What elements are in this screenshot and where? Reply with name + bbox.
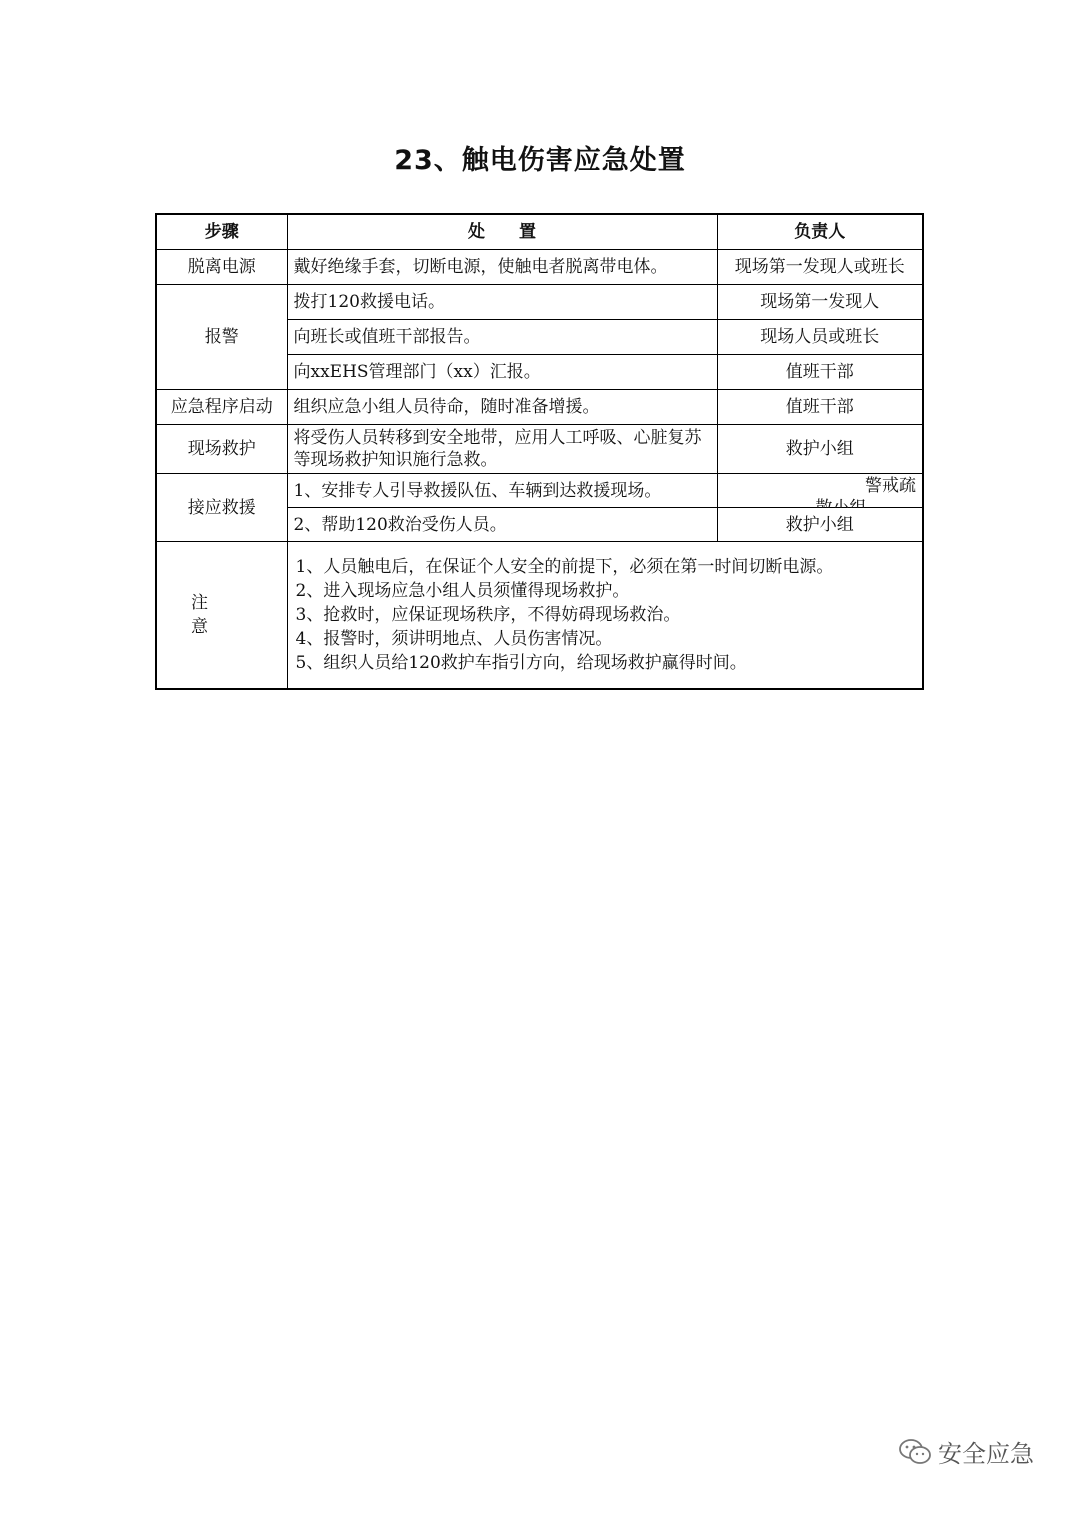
action-cell: 2、帮助120救治受伤人员。: [287, 508, 717, 542]
header-action: 处 置: [287, 214, 717, 250]
watermark-text: 安全应急: [938, 1440, 1034, 1468]
owner-cell: 值班干部: [717, 390, 923, 425]
owner-cell: 现场第一发现人: [717, 285, 923, 320]
owner-cell: 现场第一发现人或班长: [717, 250, 923, 285]
notes-row: [156, 542, 923, 690]
table-row: [156, 250, 923, 285]
step-cell: 脱离电源: [156, 250, 287, 285]
step-cell: 应急程序启动: [156, 390, 287, 425]
note-item: 4、报警时，须讲明地点、人员伤害情况。: [295, 629, 613, 649]
action-cell: 向xxEHS管理部门（xx）汇报。: [287, 355, 717, 390]
wechat-icon: [898, 1437, 932, 1467]
header-step: 步骤: [156, 214, 287, 250]
table-header-row: [156, 214, 923, 250]
table-row: [156, 425, 923, 474]
owner-cell: 现场人员或班长: [717, 320, 923, 355]
owner-cell: [717, 474, 923, 508]
action-cell: 拨打120救援电话。: [287, 285, 717, 320]
owner-text-line1: 警戒疏: [865, 476, 916, 496]
notes-list: [287, 542, 923, 690]
watermark: [898, 1434, 1034, 1469]
note-item: 2、进入现场应急小组人员须懂得现场救护。: [295, 581, 630, 601]
step-cell: 接应救援: [156, 474, 287, 542]
table-row: [156, 285, 923, 320]
action-cell: 向班长或值班干部报告。: [287, 320, 717, 355]
note-item: 3、抢救时，应保证现场秩序，不得妨碍现场救治。: [295, 605, 681, 625]
note-item: 1、人员触电后，在保证个人安全的前提下，必须在第一时间切断电源。: [295, 557, 834, 577]
action-cell: 将受伤人员转移到安全地带，应用人工呼吸、心脏复苏等现场救护知识施行急救。: [287, 425, 717, 474]
owner-cell: 值班干部: [717, 355, 923, 390]
note-item: 5、组织人员给120救护车指引方向，给现场救护赢得时间。: [295, 653, 747, 673]
emergency-procedure-table: [155, 213, 924, 690]
owner-cell: 救护小组: [717, 508, 923, 542]
table-row: [156, 474, 923, 508]
header-owner: 负责人: [717, 214, 923, 250]
table-row: [156, 390, 923, 425]
notes-label: 注意: [156, 542, 287, 690]
step-cell: 现场救护: [156, 425, 287, 474]
action-cell: 戴好绝缘手套，切断电源，使触电者脱离带电体。: [287, 250, 717, 285]
action-cell: 组织应急小组人员待命，随时准备增援。: [287, 390, 717, 425]
page-title: 23、触电伤害应急处置: [394, 145, 686, 176]
owner-cell: 救护小组: [717, 425, 923, 474]
step-cell: 报警: [156, 285, 287, 390]
action-cell: 1、安排专人引导救援队伍、车辆到达救援现场。: [287, 474, 717, 508]
